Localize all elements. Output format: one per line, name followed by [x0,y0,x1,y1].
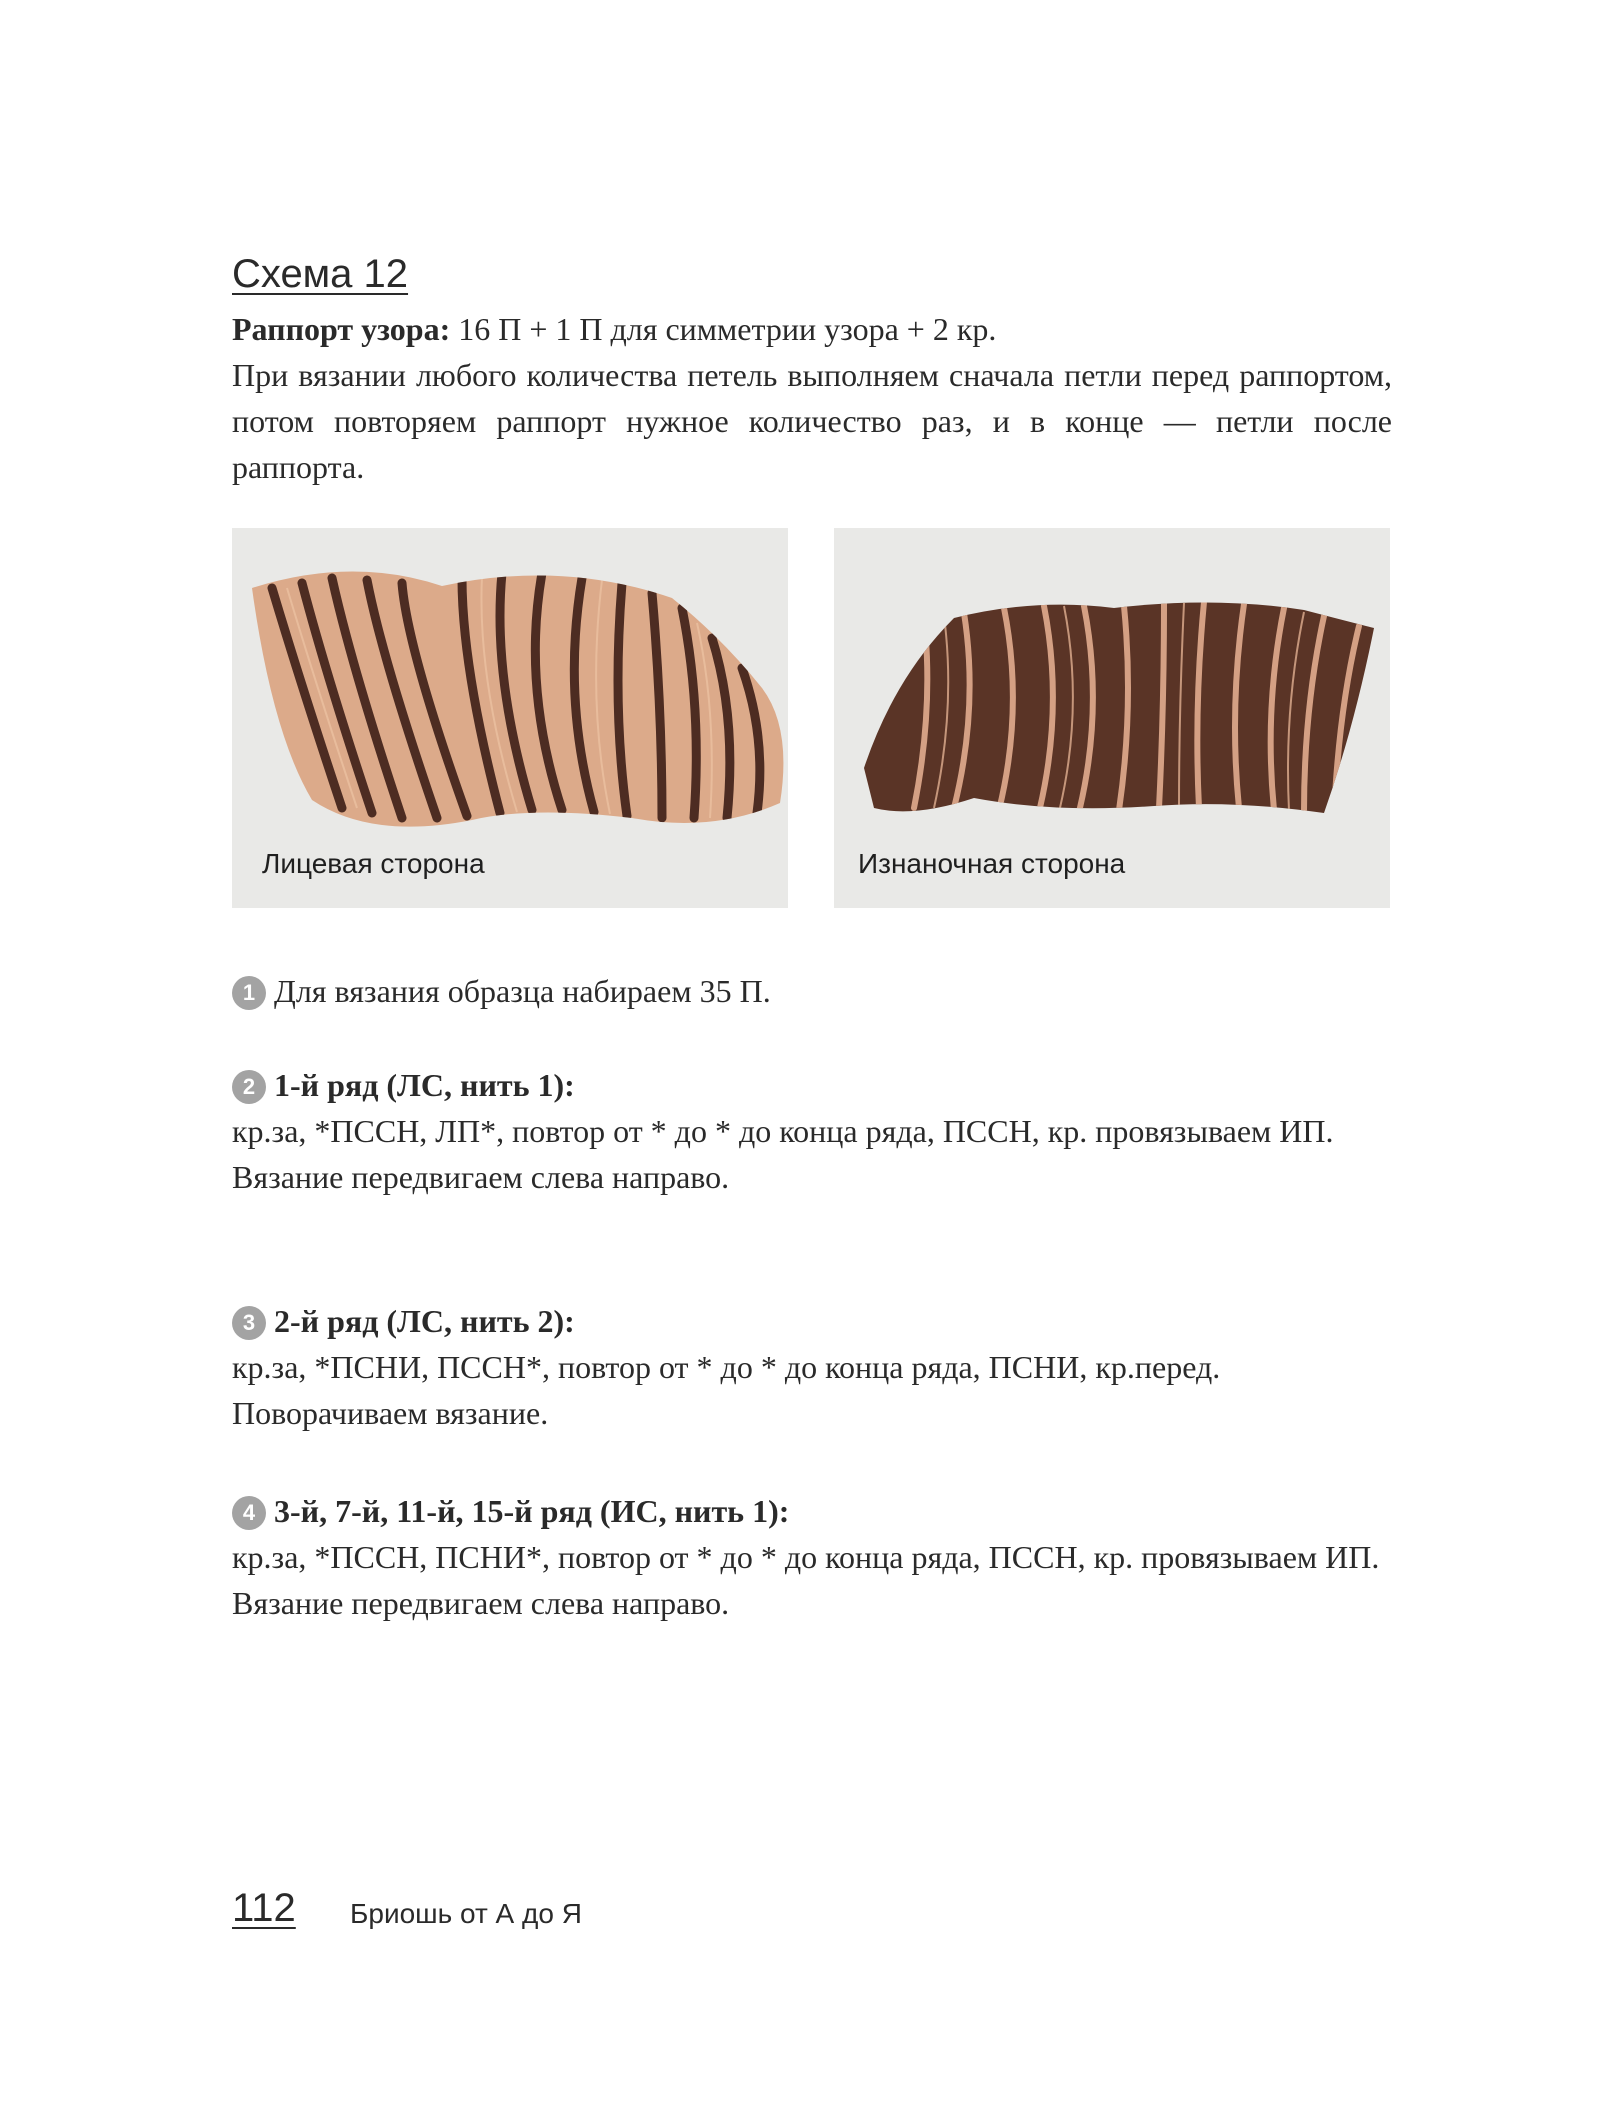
step-4-heading-line [232,1488,1392,1534]
back-side-photo [834,528,1390,908]
step-1 [232,968,1392,1014]
step-4 [232,1488,1392,1626]
rapport-line [232,306,1392,352]
running-footer-title: Бриошь от А до Я [350,1898,582,1929]
step-4-badge: 4 [232,1496,266,1530]
rapport-text: 16 П + 1 П для симметрии узора + 2 кр. [450,311,997,347]
intro-paragraph: При вязании любого количества петель выполняем сначала петли перед раппортом, потом повторяем раппорт нужное количество раз, и в конце — петли после раппорта. [232,357,1392,485]
step-4-note: Вязание передвигаем слева направо. [232,1585,730,1621]
step-1-text: Для вязания образца набираем 35 П. [274,973,771,1009]
step-3 [232,1298,1392,1436]
step-4-text: кр.за, *ПССН, ПСНИ*, повтор от * до * до конца ряда, ПССН, кр. провязываем ИП. [232,1539,1380,1575]
front-side-photo [232,528,788,908]
knit-swatch-front-image [232,528,788,908]
back-photo-caption: Изнаночная сторона [858,848,1126,879]
page-title: Схема 12 [232,252,409,296]
step-4-heading: 3-й, 7-й, 11-й, 15-й ряд (ИС, нить 1): [274,1493,790,1529]
front-photo-caption: Лицевая сторона [262,848,485,879]
step-2-heading: 1-й ряд (ЛС, нить 1): [274,1067,575,1103]
step-1-line-1 [232,968,1392,1014]
page-number: 112 [232,1886,296,1930]
step-1-badge: 1 [232,976,266,1010]
step-3-text: кр.за, *ПСНИ, ПССН*, повтор от * до * до конца ряда, ПСНИ, кр.перед. [232,1349,1221,1385]
step-2-heading-line [232,1062,1392,1108]
knit-swatch-back-image [834,528,1390,908]
step-2 [232,1062,1392,1200]
step-2-text: кр.за, *ПССН, ЛП*, повтор от * до * до конца ряда, ПССН, кр. провязываем ИП. [232,1113,1334,1149]
rapport-label: Раппорт узора: [232,311,451,347]
step-3-badge: 3 [232,1306,266,1340]
step-3-heading: 2-й ряд (ЛС, нить 2): [274,1303,575,1339]
step-2-badge: 2 [232,1070,266,1104]
step-3-heading-line [232,1298,1392,1344]
step-2-note: Вязание передвигаем слева направо. [232,1159,730,1195]
step-3-note: Поворачиваем вязание. [232,1395,549,1431]
